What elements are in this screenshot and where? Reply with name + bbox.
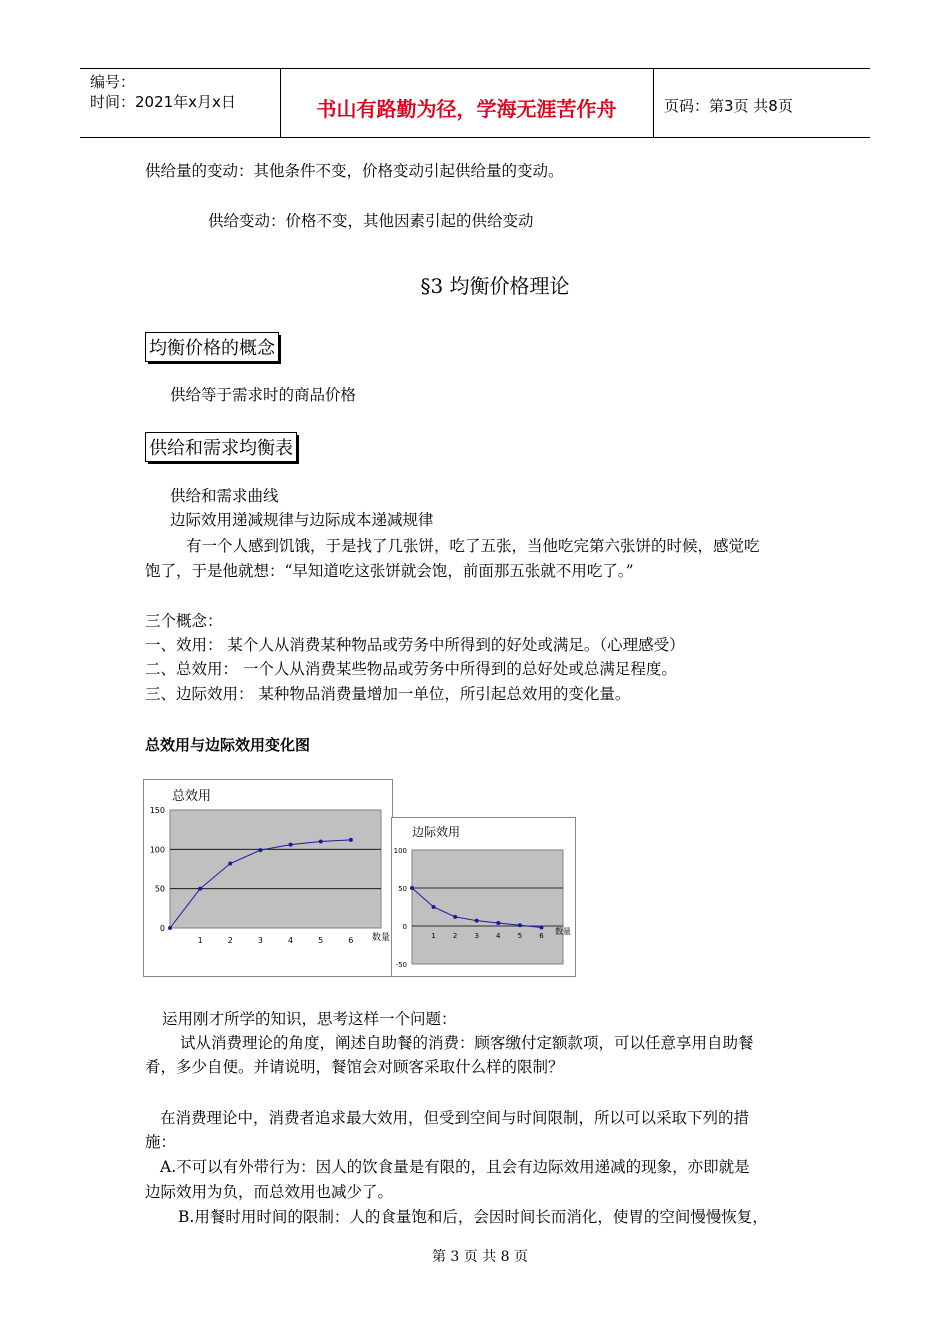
x-tick-label: 5 [517,932,523,940]
time-label: 时间：2021年x月x日 [90,93,236,111]
question-line2: 肴，多少自便。并请说明，餐馆会对顾客采取什么样的限制？ [145,1058,564,1076]
marginal-utility-chart [392,818,575,976]
data-point [198,887,202,891]
total-utility-chart [144,780,392,976]
page-label: 页码：第3页 共8页 [664,97,793,115]
heading-supply-demand-table: 供给和需求均衡表 [145,432,297,462]
data-point [496,921,500,925]
header-right-cell [654,69,870,137]
y-tick-label: -50 [395,961,407,969]
question-line1: 试从消费理论的角度，阐述自助餐的消费：顾客缴付定额款项，可以任意享用自助餐 [180,1034,754,1052]
question-intro: 运用刚才所学的知识，思考这样一个问题： [162,1010,457,1028]
data-point [539,926,543,930]
y-tick-label: 0 [402,923,407,931]
y-tick-label: 100 [393,847,407,855]
answer-intro-line1: 在消费理论中，消费者追求最大效用，但受到空间与时间限制，所以可以采取下列的措 [160,1109,750,1127]
header-center-cell [280,69,654,137]
page-header [80,68,870,138]
page-footer: 第 3 页 共 8 页 [431,1249,529,1265]
x-axis-label: 数量 [555,927,571,936]
paragraph-supply-quantity-change: 供给量的变动：其他条件不变，价格变动引起供给量的变动。 [145,162,564,180]
concept-utility: 一、效用： 某个人从消费某种物品或劳务中所得到的好处或满足。（心理感受） [145,636,685,654]
paragraph-supply-demand-curve: 供给和需求曲线 [170,487,279,505]
chart-title: 边际效用 [412,825,461,839]
paragraph-story-line2: 饱了，于是他就想：“早知道吃这张饼就会饱，前面那五张就不用吃了。” [145,562,634,580]
number-label: 编号： [90,73,136,91]
data-point [168,926,172,930]
heading-equilibrium-price-concept: 均衡价格的概念 [145,332,279,362]
answer-intro-line2: 施： [145,1133,177,1151]
data-point [319,839,323,843]
x-axis-label: 数量 [372,933,391,943]
concepts-title: 三个概念： [145,612,223,630]
x-tick-label: 3 [474,932,479,940]
data-point [518,923,522,927]
answer-a-line1: A.不可以有外带行为：因人的饮食量是有限的，且会有边际效用递减的现象，亦即就是 [160,1158,750,1176]
marginal-utility-chart-frame [391,817,576,977]
x-tick-label: 4 [496,932,501,940]
answer-b-line1: B.用餐时用时间的限制：人的食量饱和后，会因时间长而消化，使胃的空间慢慢恢复， [178,1208,768,1226]
section-title: §3 均衡价格理论 [420,274,570,298]
x-tick-label: 5 [318,936,324,945]
x-tick-label: 2 [452,932,458,940]
figure-title: 总效用与边际效用变化图 [145,736,311,754]
paragraph-supply-change: 供给变动：价格不变，其他因素引起的供给变动 [208,212,534,230]
concept-total-utility: 二、总效用： 一个人从消费某些物品或劳务中所得到的总好处或总满足程度。 [145,660,677,678]
plot-area [170,810,381,928]
x-tick-label: 1 [431,932,436,940]
y-tick-label: 50 [398,885,407,893]
answer-a-line2: 边际效用为负，而总效用也减少了。 [145,1183,394,1201]
data-point [432,905,436,909]
data-point [475,919,479,923]
concept-marginal-utility: 三、边际效用： 某种物品消费量增加一单位，所引起总效用的变化量。 [145,685,631,703]
total-utility-chart-frame [143,779,393,977]
chart-title: 总效用 [172,789,212,804]
data-point [289,843,293,847]
paragraph-diminishing-laws: 边际效用递减规律与边际成本递减规律 [170,511,434,529]
x-tick-label: 6 [539,932,544,940]
x-tick-label: 2 [227,936,233,945]
y-tick-label: 150 [149,806,165,815]
x-tick-label: 4 [288,936,294,945]
data-point [349,838,353,842]
data-point [258,848,262,852]
y-tick-label: 50 [154,884,165,894]
x-tick-label: 3 [257,936,263,945]
y-tick-label: 100 [149,845,165,855]
motto: 书山有路勤为径，学海无涯苦作舟 [316,97,617,121]
header-left-cell [80,69,281,137]
x-tick-label: 6 [348,936,354,945]
x-tick-label: 1 [197,936,203,945]
paragraph-definition: 供给等于需求时的商品价格 [170,386,357,404]
paragraph-story-line1: 有一个人感到饥饿，于是找了几张饼，吃了五张，当他吃完第六张饼的时候，感觉吃 [186,537,760,555]
data-point [453,915,457,919]
data-point [410,886,414,890]
data-point [228,861,232,865]
y-tick-label: 0 [159,924,165,933]
